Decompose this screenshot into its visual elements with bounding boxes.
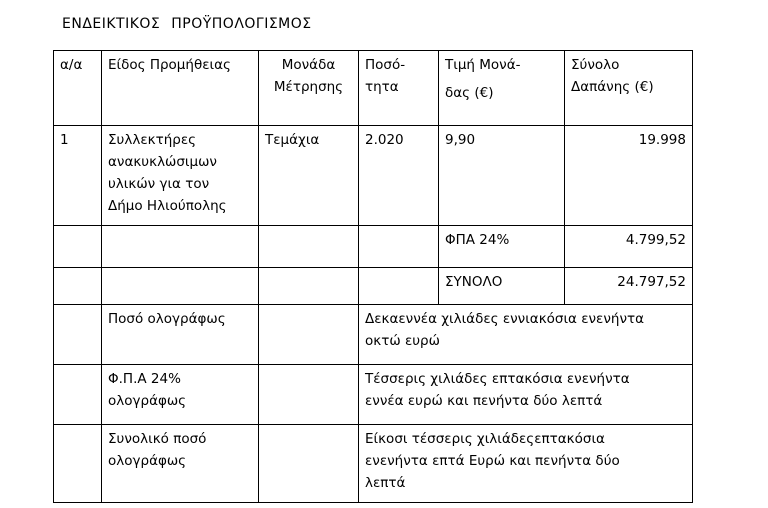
words-text: Δεκαεννέα χιλιάδες εννιακόσια ενενήντα οκτώ ευρώ <box>359 305 693 365</box>
header-aa: α/α <box>54 51 102 126</box>
header-unit: Μονάδα Μέτρησης <box>259 51 359 126</box>
words-row-amount <box>54 305 693 365</box>
vat-value: 4.799,52 <box>565 226 693 268</box>
words-text: Τέσσερις χιλιάδες επτακόσια ενενήντα εννέα ευρώ και πενήντα δύο λεπτά <box>359 365 693 425</box>
row-total: 19.998 <box>565 126 693 226</box>
row-price: 9,90 <box>439 126 565 226</box>
vat-label: ΦΠΑ 24% <box>439 226 565 268</box>
vat-row <box>54 226 693 268</box>
row-qty: 2.020 <box>359 126 439 226</box>
header-total: Σύνολο Δαπάνης (€) <box>565 51 693 126</box>
header-qty: Ποσό- τητα <box>359 51 439 126</box>
row-aa: 1 <box>54 126 102 226</box>
row-item: Συλλεκτήρες ανακυκλώσιμων υλικών για τον Δήμο Ηλιούπολης <box>102 126 259 226</box>
grand-total-label: ΣΥΝΟΛΟ <box>439 268 565 305</box>
row-unit: Τεμάχια <box>259 126 359 226</box>
budget-table <box>53 50 693 503</box>
grand-total-row <box>54 268 693 305</box>
words-row-total <box>54 425 693 503</box>
words-label: Ποσό ολογράφως <box>102 305 259 365</box>
table-row <box>54 126 693 226</box>
header-item: Είδος Προμήθειας <box>102 51 259 126</box>
words-label: Συνολικό ποσό ολογράφως <box>102 425 259 503</box>
words-label: Φ.Π.Α 24% ολογράφως <box>102 365 259 425</box>
words-row-vat <box>54 365 693 425</box>
grand-total-value: 24.797,52 <box>565 268 693 305</box>
page-title: ΕΝΔΕΙΚΤΙΚΟΣ ΠΡΟΫΠΟΛΟΓΙΣΜΟΣ <box>62 16 312 32</box>
header-row <box>54 51 693 126</box>
header-price: Τιμή Μονά- δας (€) <box>439 51 565 126</box>
words-text: Είκοσι τέσσερις χιλιάδεςεπτακόσια ενενήντα επτά Ευρώ και πενήντα δύο λεπτά <box>359 425 693 503</box>
